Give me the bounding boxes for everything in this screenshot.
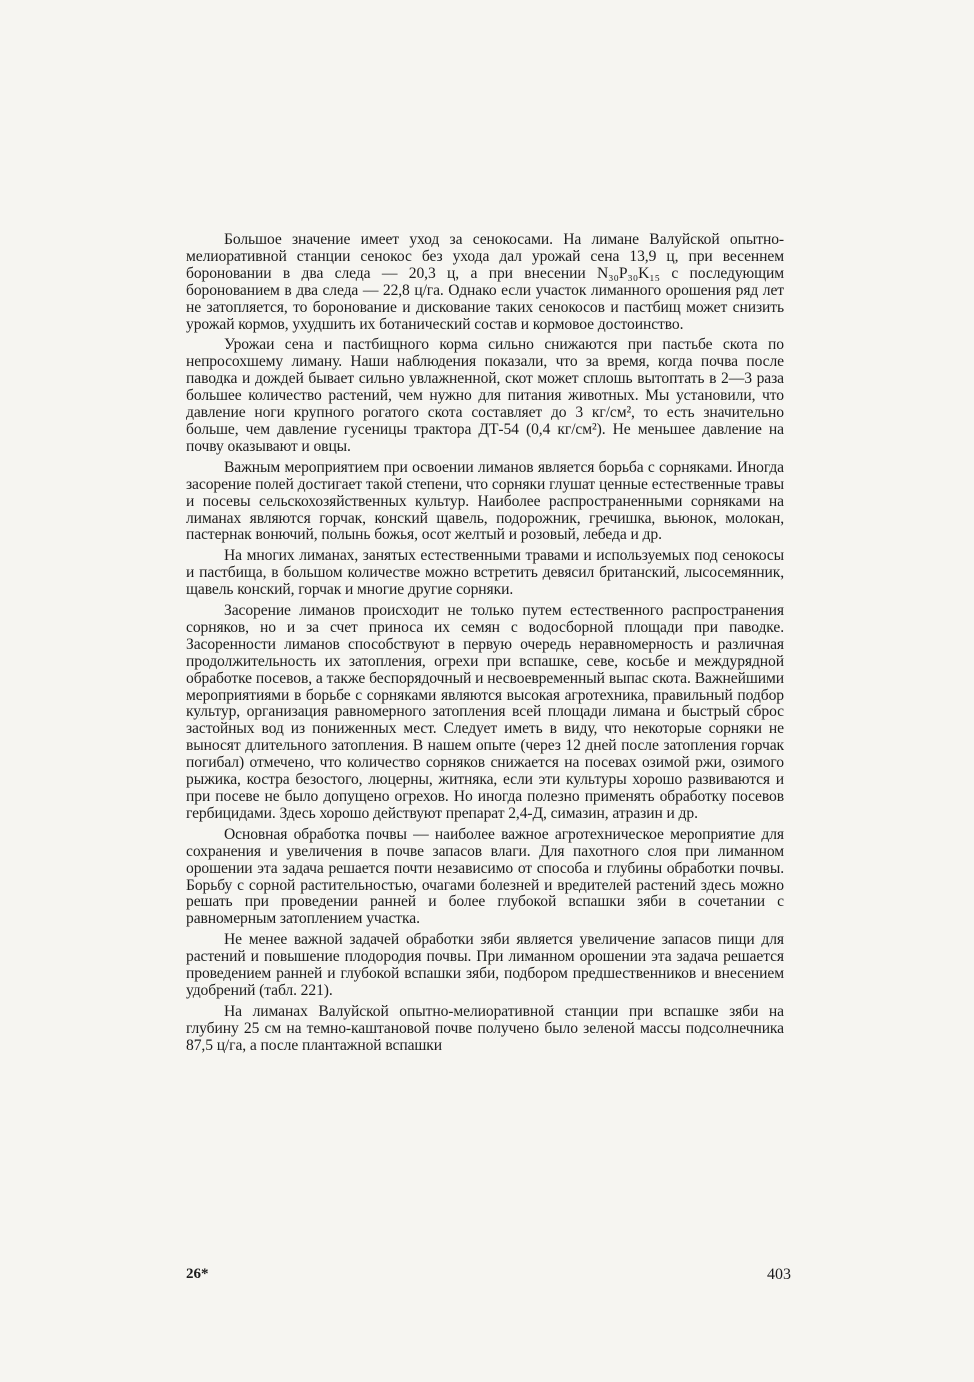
page-footer (186, 1266, 791, 1290)
signature-mark: 26* (186, 1266, 209, 1282)
paragraph-8: На лиманах Валуйской опытно-мелиоративной станции при вспашке зяби на глубину 25 см на темно-каштановой почве получено было зеленой массы подсолнечника 87,5 ц/га, а после плантажной вспашки (186, 1002, 784, 1054)
text-body (186, 232, 784, 1059)
paragraph-1: Большое значение имеет уход за сенокосами. На лимане Валуйской опытно-мелиоративной станции сенокос без ухода дал урожай сена 13,9 ц, при весеннем бороновании в два следа — 20,3 ц, а при внесении N₃₀P₃₀K₁₅ с последующим боронованием в два следа — 22,8 ц/га. Однако если участок лиманного орошения ряд лет не затопляется, то боронование и дискование таких сенокосов и пастбищ может снизить урожай кормов, ухудшить их ботанический состав и кормовое достоинство. (186, 231, 784, 333)
paragraph-2: Урожаи сена и пастбищного корма сильно снижаются при пастьбе скота по непросохшему лиману. Наши наблюдения показали, что за время, когда почва после паводка и дождей бывает сильно увлажненной, скот может сплошь вытоптать в 2—3 раза большее количество растений, чем нужно для питания животных. Мы установили, что давление ноги крупного рогатого скота составляет до 3 кг/см², то есть значительно больше, чем давление гусеницы трактора ДТ-54 (0,4 кг/см²). Не меньшее давление на почву оказывают и овцы. (186, 336, 784, 455)
paragraph-7: Не менее важной задачей обработки зяби является увеличение запасов пищи для растений и повышение плодородия почвы. При лиманном орошении эта задача решается проведением ранней и глубокой вспашки зяби, подбором предшественников и внесением удобрений (табл. 221). (186, 931, 784, 999)
paragraph-6: Основная обработка почвы — наиболее важное агротехническое мероприятие для сохранения и увеличения в почве запасов влаги. Для пахотного слоя при лиманном орошении эта задача решается почти независимо от способа и глубины обработки почвы. Борьбу с сорной растительностью, очагами болезней и вредителей растений здесь можно решать при проведении ранней и более глубокой вспашки зяби в сочетании с равномерным затоплением участка. (186, 825, 784, 928)
paragraph-4: На многих лиманах, занятых естественными травами и используемых под сенокосы и пастбища, в большом количестве можно встретить девясил британский, лысосемянник, щавель конский, горчак и многие другие сорняки. (186, 547, 784, 599)
paragraph-3: Важным мероприятием при освоении лиманов является борьба с сорняками. Иногда засорение полей достигает такой степени, что сорняки глушат ценные естественные травы и посевы сельскохозяйственных культур. Наиболее распространенными сорняками на лиманах являются горчак, конский щавель, подорожник, гречишка, вьюнок, молокан, пастернак вонючий, полынь божья, осот желтый и розовый, лебеда и др. (186, 458, 784, 544)
page-number: 403 (767, 1266, 791, 1283)
paragraph-5: Засорение лиманов происходит не только путем естественного распространения сорняков, но и за счет приноса их семян с водосборной площади при паводке. Засоренности лиманов способствуют в первую очередь неравномерность и различная продолжительность их затопления, огрехи при вспашке, севе, косьбе и междурядной обработке посевов, а также беспорядочный и несвоевременный выпас скота. Важнейшими мероприятиями в борьбе с сорняками являются высокая агротехника, правильный подбор культур, организация равномерного затопления всей площади лимана и быстрый сброс застойных вод из пониженных мест. Следует иметь в виду, что некоторые сорняки не выносят длительного затопления. В нашем опыте (через 12 дней после затопления горчак погибал) отмечено, что количество сорняков снижается на посевах озимой ржи, озимого рыжика, костра безостого, люцерны, житняка, если эти культуры хорошо развиваются и при посеве не было допущено огрехов. Но иногда полезно применять обработку посевов гербицидами. Здесь хорошо действуют препарат 2,4-Д, симазин, атразин и др. (186, 602, 784, 822)
